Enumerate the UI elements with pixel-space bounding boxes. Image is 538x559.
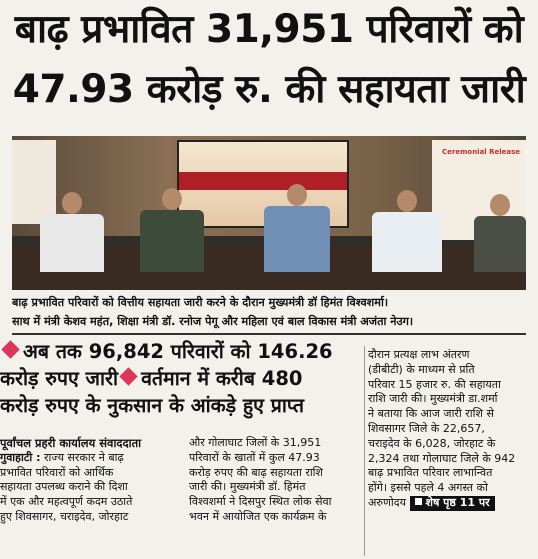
col3-line: होंगे। इससे पहले 4 अगस्त को bbox=[368, 481, 488, 495]
person-1 bbox=[40, 214, 104, 272]
col2-line: परिवारों के खातों में कुल 47.93 bbox=[189, 450, 320, 464]
headline-line-2: 47.93 करोड़ रु. की सहायता जारी bbox=[12, 67, 526, 112]
col3-line: बाढ़ प्रभावित परिवार लाभान्वित bbox=[368, 466, 493, 480]
col3-line: राशि जारी की। मुख्यमंत्री डा.शर्मा bbox=[368, 392, 498, 406]
photo-left-screen bbox=[12, 140, 56, 224]
col2-line: जारी की। मुख्यमंत्री डॉ. हिमंत bbox=[189, 480, 306, 494]
col3-line: (डीबीटी) के माध्यम से प्रति bbox=[368, 362, 475, 376]
subhead-line-2b: वर्तमान में करीब 480 bbox=[141, 367, 303, 390]
dateline: गुवाहाटी : bbox=[0, 450, 41, 464]
col3-last-line: अरुणोदय bbox=[368, 495, 410, 509]
article-column-2 bbox=[189, 436, 361, 556]
photo-caption bbox=[12, 293, 526, 335]
subhead-line-3: करोड़ रुपए के नुकसान के आंकड़े हुए प्राप्त bbox=[0, 394, 305, 417]
caption-line-1: बाढ़ प्रभावित परिवारों को वित्तीय सहायता जारी करने के दौरान मुख्यमंत्री डॉ हिमंत विश्वशर्मा। bbox=[12, 296, 389, 309]
col3-line: चराइदेव के 6,028, जोरहाट के bbox=[368, 436, 496, 450]
col3-line: परिवार 15 हजार रु. की सहायता bbox=[368, 377, 501, 391]
col3-line: 2,324 तथा गोलाघाट जिले के 942 bbox=[368, 451, 516, 465]
headline bbox=[0, 0, 538, 130]
col1-line: सहायता उपलब्ध कराने की दिशा bbox=[0, 480, 128, 494]
subhead-line-2a: करोड़ रुपए जारी bbox=[0, 367, 119, 390]
person-4 bbox=[372, 212, 442, 272]
col2-line: और गोलाघाट जिलों के 31,951 bbox=[189, 436, 322, 449]
col1-line: हुए शिवसागर, चराइदेव, जोरहाट bbox=[0, 509, 129, 523]
caption-line-2: साथ में मंत्री केशव महंत, शिक्षा मंत्री डॉ. रनोज पेगू और महिला एवं बाल विकास मंत्री अजंता नेउग। bbox=[12, 315, 414, 328]
subhead-line-1: अब तक 96,842 परिवारों को 146.26 bbox=[23, 340, 333, 363]
col1-line: प्रभावित परिवारों को आर्थिक bbox=[0, 465, 114, 479]
col2-line: भवन में आयोजित एक कार्यक्रम के bbox=[189, 509, 327, 523]
col1-line: राज्य सरकार ने बाढ़ bbox=[40, 450, 124, 464]
byline: पूर्वांचल प्रहरी कार्यालय संवाददाता bbox=[0, 436, 142, 450]
square-bullet-icon bbox=[415, 498, 422, 505]
col1-line: में एक और महत्वपूर्ण कदम उठाते bbox=[0, 495, 133, 509]
diamond-bullet-icon bbox=[1, 340, 19, 358]
photo-screen-title: Ceremonial Release bbox=[442, 148, 521, 156]
col2-line: विश्वशर्मा ने दिसपुर स्थित लोक सेवा bbox=[189, 495, 332, 509]
col2-line: करोड़ रुपए की बाढ़ सहायता राशि bbox=[189, 465, 323, 479]
article-column-3 bbox=[368, 348, 530, 556]
article-column-1 bbox=[0, 436, 184, 556]
col3-line: दौरान प्रत्यक्ष लाभ अंतरण bbox=[368, 348, 470, 361]
person-5 bbox=[474, 216, 526, 272]
news-photo bbox=[12, 136, 526, 290]
headline-line-1: बाढ़ प्रभावित 31,951 परिवारों को bbox=[14, 7, 524, 52]
column-divider bbox=[364, 346, 365, 556]
col3-line: ने बताया कि आज जारी राशि से bbox=[368, 407, 494, 421]
person-3 bbox=[264, 206, 330, 272]
col3-line: शिवसागर जिले के 22,657, bbox=[368, 421, 485, 435]
subheadline bbox=[0, 338, 364, 434]
person-2 bbox=[140, 210, 204, 272]
continued-on-page[interactable] bbox=[410, 496, 495, 511]
diamond-bullet-icon bbox=[119, 367, 137, 385]
continued-label: शेष पृष्ठ 11 पर bbox=[425, 495, 490, 509]
